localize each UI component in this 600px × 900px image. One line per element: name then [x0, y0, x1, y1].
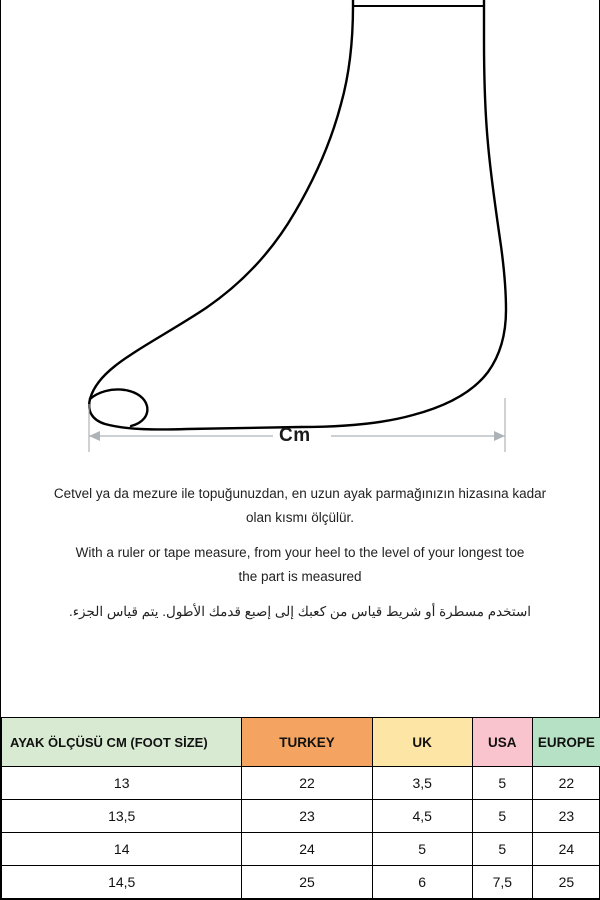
instructions-english — [41, 543, 559, 586]
cell-europe: 22 — [532, 767, 600, 800]
instructions-turkish — [41, 484, 559, 527]
cell-europe: 23 — [532, 800, 600, 833]
cell-uk: 3,5 — [372, 767, 472, 800]
instructions-english-line1: With a ruler or tape measure, from your heel to the level of your longest toe — [75, 545, 525, 561]
cell-usa: 5 — [472, 800, 532, 833]
cell-foot-size: 13,5 — [2, 800, 242, 833]
instructions-turkish-line1: Cetvel ya da mezure ile topuğunuzdan, en uzun ayak parmağınızın hizasına kadar — [53, 486, 547, 501]
instructions-arabic-line1: استخدم مسطرة أو شريط قياس من كعبك إلى إصبع قدمك الأطول. يتم قياس الجزء. — [68, 604, 532, 620]
instructions-block — [1, 470, 599, 632]
size-conversion-table-wrap — [1, 717, 599, 899]
table-header-turkey: TURKEY — [242, 718, 372, 767]
instructions-turkish-line2: olan kısmı ölçülür. — [245, 509, 355, 525]
size-conversion-table — [1, 717, 600, 899]
cell-foot-size: 14 — [2, 833, 242, 866]
table-row — [2, 767, 600, 800]
table-row — [2, 833, 600, 866]
cell-turkey: 23 — [242, 800, 372, 833]
cell-usa: 5 — [472, 767, 532, 800]
cm-measure-label: Cm — [279, 425, 311, 446]
cell-turkey: 25 — [242, 866, 372, 899]
cell-uk: 4,5 — [372, 800, 472, 833]
cell-foot-size: 14,5 — [2, 866, 242, 899]
cell-europe: 25 — [532, 866, 600, 899]
table-row — [2, 866, 600, 899]
table-header-row — [2, 718, 600, 767]
table-row — [2, 800, 600, 833]
instructions-english-line2: the part is measured — [238, 568, 362, 584]
cell-usa: 5 — [472, 833, 532, 866]
table-header-europe: EUROPE — [532, 718, 600, 767]
table-header-uk: UK — [372, 718, 472, 767]
cell-turkey: 24 — [242, 833, 372, 866]
foot-illustration — [1, 0, 599, 470]
cell-uk: 5 — [372, 833, 472, 866]
table-header-foot-size: AYAK ÖLÇÜSÜ CM (FOOT SİZE) — [2, 718, 242, 767]
foot-diagram-svg — [1, 0, 600, 470]
cell-europe: 24 — [532, 833, 600, 866]
cell-turkey: 22 — [242, 767, 372, 800]
table-header-usa: USA — [472, 718, 532, 767]
instructions-arabic — [41, 602, 559, 622]
cell-usa: 7,5 — [472, 866, 532, 899]
table-body — [2, 767, 600, 899]
cell-uk: 6 — [372, 866, 472, 899]
cell-foot-size: 13 — [2, 767, 242, 800]
